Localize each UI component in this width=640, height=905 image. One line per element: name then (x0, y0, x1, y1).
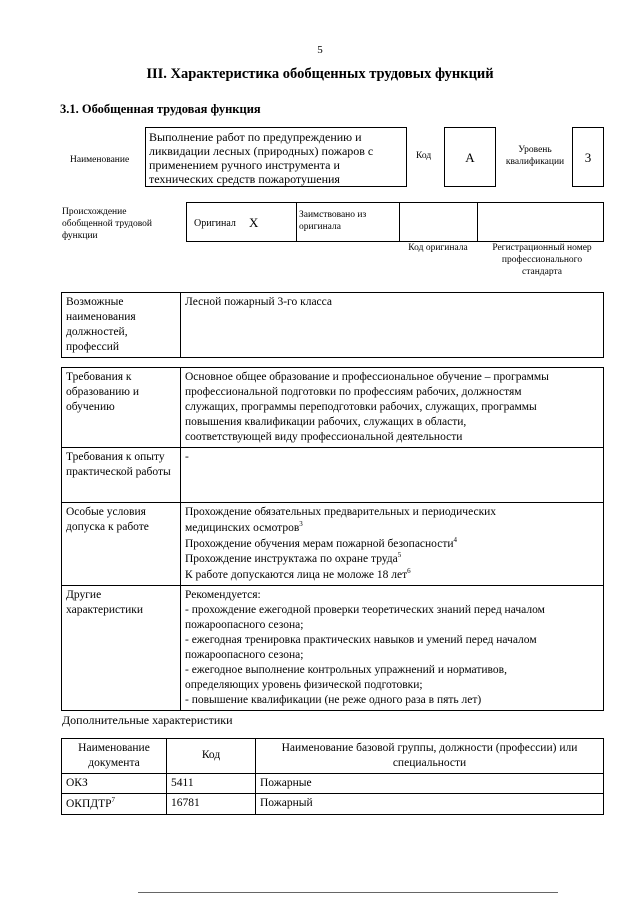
bottom-rule (138, 892, 558, 893)
req-line: - (185, 451, 189, 463)
cell-name: Пожарный (256, 793, 604, 814)
req-value (181, 586, 604, 711)
req-row-other (62, 586, 604, 711)
section-title: III. Характеристика обобщенных трудовых функций (146, 66, 494, 82)
cell-doc: ОКЗ (62, 773, 167, 793)
requirements-table (61, 367, 604, 711)
req-line (185, 536, 599, 552)
req-value (181, 448, 604, 503)
req-line: - ежегодная тренировка практических навыков и умений перед началом (185, 633, 537, 646)
positions-label: Возможные наименования должностей, профессий (62, 293, 181, 358)
req-label: Требования к опыту практической работы (62, 448, 181, 503)
req-line: профессиональной подготовки по профессиям рабочих, должностям (185, 385, 522, 398)
req-line (185, 520, 599, 536)
req-label: Особые условия допуска к работе (62, 503, 181, 586)
level-value-box: 3 (572, 127, 604, 187)
additional-table (61, 738, 604, 815)
table-row (62, 773, 604, 793)
req-value (181, 368, 604, 448)
origin-label: Происхождение обобщенной трудовой функции (62, 207, 152, 241)
req-line (185, 551, 599, 567)
req-line-text: К работе допускаются лица не моложе 18 лет (185, 569, 408, 582)
positions-table (61, 292, 604, 358)
level-label: Уровень квалификации (505, 145, 565, 167)
table-row (62, 793, 604, 814)
cell-name: Пожарные (256, 773, 604, 793)
req-line: - повышение квалификации (не реже одного раза в пять лет) (185, 693, 482, 706)
req-line: пожароопасного сезона; (185, 618, 304, 631)
footnote-ref: 4 (453, 535, 458, 544)
req-row-special (62, 503, 604, 586)
req-line: соответствующей виду профессиональной деятельности (185, 430, 463, 443)
original-code-label: Код оригинала (408, 243, 468, 253)
cell-code: 5411 (167, 773, 256, 793)
original-label: Оригинал (194, 218, 236, 229)
req-row-experience (62, 448, 604, 503)
req-label: Другие характеристики (62, 586, 181, 711)
additional-title: Дополнительные характеристики (62, 713, 233, 727)
req-line: пожароопасного сезона; (185, 648, 304, 661)
req-line-text: медицинских осмотров (185, 521, 300, 534)
req-line: - прохождение ежегодной проверки теоретических знаний перед началом (185, 603, 545, 616)
additional-header-row (62, 739, 604, 774)
footnote-ref: 5 (397, 551, 402, 560)
req-line: служащих, программы переподготовки рабочих, служащих, программы (185, 400, 537, 413)
subsection-title: 3.1. Обобщенная трудовая функция (60, 102, 261, 116)
req-line: определяющих уровень физической подготовки; (185, 678, 423, 691)
header-code: Код (167, 739, 256, 774)
footnote-ref: 6 (407, 567, 411, 576)
footnote-ref: 3 (299, 519, 303, 528)
req-line-text: Прохождение инструктажа по охране труда (185, 553, 398, 566)
footnote-ref: 7 (111, 795, 116, 804)
page-number: 5 (317, 44, 323, 56)
req-line: Основное общее образование и профессиональное обучение – программы (185, 371, 549, 383)
code-value-box: A (444, 127, 496, 187)
req-line-text: Прохождение обучения мерам пожарной безопасности (185, 537, 454, 550)
code-label: Код (416, 151, 432, 161)
positions-value: Лесной пожарный 3-го класса (181, 293, 604, 358)
req-line: Рекомендуется: (185, 589, 261, 601)
req-line: Прохождение обязательных предварительных и периодических (185, 506, 497, 518)
cell-doc (62, 793, 167, 814)
cell-code: 16781 (167, 793, 256, 814)
req-label: Требования к образованию и обучению (62, 368, 181, 448)
original-cell (187, 203, 297, 241)
reg-number-label: Регистрационный номер профессионального стандарта (492, 243, 592, 277)
req-line: повышения квалификации рабочих, служащих в области, (185, 415, 467, 428)
borrowed-label: Заимствовано из оригинала (299, 210, 367, 232)
req-value (181, 503, 604, 586)
req-line: - ежегодное выполнение контрольных упражнений и нормативов, (185, 663, 507, 676)
req-line (185, 567, 599, 583)
name-label: Наименование (70, 155, 130, 165)
req-row-education (62, 368, 604, 448)
header-doc: Наименование документа (62, 739, 167, 774)
origin-row (186, 202, 604, 242)
cell-doc-text: ОКПДТР (66, 797, 112, 810)
original-mark: X (249, 215, 259, 230)
function-name-box: Выполнение работ по предупреждению и ликвидации лесных (природных) пожаров с применением ручного инструмента и технических средств пожаротушения (145, 127, 407, 187)
original-code-cell (399, 203, 478, 241)
header-name: Наименование базовой группы, должности (профессии) или специальности (256, 739, 604, 774)
